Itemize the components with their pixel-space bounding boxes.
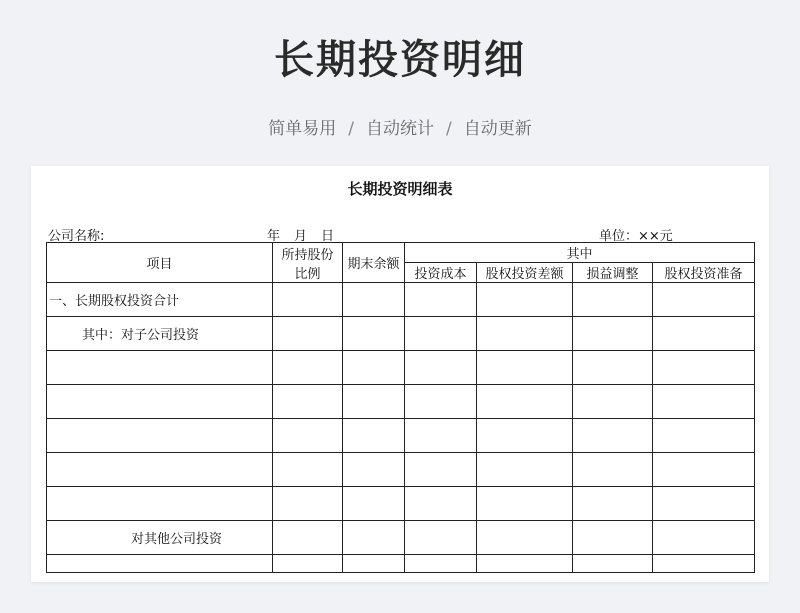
- cell[interactable]: [343, 317, 405, 351]
- cell[interactable]: [405, 283, 477, 317]
- subtitle-item: 自动更新: [463, 119, 532, 139]
- table-row: [47, 283, 755, 317]
- table-row: [47, 317, 755, 351]
- header-ratio-line2: 比例: [294, 266, 321, 282]
- cell[interactable]: [573, 283, 653, 317]
- cell[interactable]: [343, 385, 405, 419]
- cell[interactable]: [653, 385, 755, 419]
- cell[interactable]: [573, 555, 653, 573]
- table-row: [47, 351, 755, 385]
- cell[interactable]: [477, 419, 573, 453]
- cell[interactable]: [477, 351, 573, 385]
- cell[interactable]: [405, 555, 477, 573]
- page-title: 长期投资明细: [274, 37, 526, 83]
- cell[interactable]: [653, 317, 755, 351]
- table-row: [47, 453, 755, 487]
- row-label[interactable]: [47, 453, 273, 487]
- cell[interactable]: [653, 419, 755, 453]
- header-ratio: [273, 243, 343, 283]
- cell[interactable]: [477, 487, 573, 521]
- cell[interactable]: [653, 351, 755, 385]
- cell[interactable]: [653, 283, 755, 317]
- cell[interactable]: [573, 453, 653, 487]
- cell[interactable]: [573, 385, 653, 419]
- cell[interactable]: [653, 453, 755, 487]
- subtitle-separator: /: [348, 119, 354, 139]
- table-row: [47, 419, 755, 453]
- row-label[interactable]: 一、长期股权投资合计: [47, 283, 273, 317]
- cell[interactable]: [273, 351, 343, 385]
- cell[interactable]: [573, 351, 653, 385]
- company-name-label: 公司名称:: [48, 229, 105, 244]
- row-label[interactable]: 其中：对子公司投资: [47, 317, 273, 351]
- date-day: 日: [321, 229, 335, 244]
- header-reserve: 股权投资准备: [653, 263, 755, 283]
- cell[interactable]: [653, 555, 755, 573]
- cell[interactable]: [405, 487, 477, 521]
- cell[interactable]: [477, 521, 573, 555]
- cell[interactable]: [273, 453, 343, 487]
- cell[interactable]: [477, 385, 573, 419]
- cell[interactable]: [653, 521, 755, 555]
- row-label[interactable]: [47, 385, 273, 419]
- header-cost: 投资成本: [405, 263, 477, 283]
- cell[interactable]: [273, 385, 343, 419]
- investment-table: [46, 242, 755, 573]
- cell[interactable]: [405, 351, 477, 385]
- cell[interactable]: [343, 283, 405, 317]
- cell[interactable]: [343, 453, 405, 487]
- row-label[interactable]: 对其他公司投资: [47, 521, 273, 555]
- sheet-title: 长期投资明细表: [347, 180, 453, 198]
- header-ratio-line1: 所持股份: [281, 247, 334, 263]
- table-row: [47, 487, 755, 521]
- subtitle-item: 简单易用: [268, 119, 337, 139]
- row-label[interactable]: [47, 487, 273, 521]
- cell[interactable]: [343, 487, 405, 521]
- cell[interactable]: [273, 317, 343, 351]
- header-closing-balance: 期末余额: [343, 243, 405, 283]
- cell[interactable]: [273, 555, 343, 573]
- cell[interactable]: [477, 317, 573, 351]
- cell[interactable]: [405, 385, 477, 419]
- table-row: [47, 555, 755, 573]
- cell[interactable]: [273, 487, 343, 521]
- cell[interactable]: [405, 521, 477, 555]
- cell[interactable]: [273, 283, 343, 317]
- cell[interactable]: [343, 351, 405, 385]
- page-subtitle: [0, 114, 800, 139]
- header-item: 项目: [47, 243, 273, 283]
- date-month: 月: [294, 229, 308, 244]
- cell[interactable]: [573, 317, 653, 351]
- header-pl-adjust: 损益调整: [573, 263, 653, 283]
- cell[interactable]: [573, 419, 653, 453]
- cell[interactable]: [343, 521, 405, 555]
- cell[interactable]: [273, 419, 343, 453]
- cell[interactable]: [477, 453, 573, 487]
- row-label[interactable]: [47, 555, 273, 573]
- spreadsheet-preview: [31, 166, 769, 582]
- cell[interactable]: [273, 521, 343, 555]
- table-row: [47, 521, 755, 555]
- cell[interactable]: [343, 419, 405, 453]
- cell[interactable]: [477, 283, 573, 317]
- row-label[interactable]: [47, 351, 273, 385]
- cell[interactable]: [653, 487, 755, 521]
- unit-label: 单位：××元: [599, 229, 673, 244]
- header-equity-diff: 股权投资差额: [477, 263, 573, 283]
- cell[interactable]: [405, 317, 477, 351]
- cell[interactable]: [477, 555, 573, 573]
- header-group: 其中: [405, 243, 755, 263]
- cell[interactable]: [405, 419, 477, 453]
- table-row: [47, 385, 755, 419]
- cell[interactable]: [405, 453, 477, 487]
- cell[interactable]: [573, 521, 653, 555]
- cell[interactable]: [573, 487, 653, 521]
- subtitle-separator: /: [446, 119, 452, 139]
- date-year: 年: [267, 229, 281, 244]
- cell[interactable]: [343, 555, 405, 573]
- subtitle-item: 自动统计: [366, 119, 434, 139]
- row-label[interactable]: [47, 419, 273, 453]
